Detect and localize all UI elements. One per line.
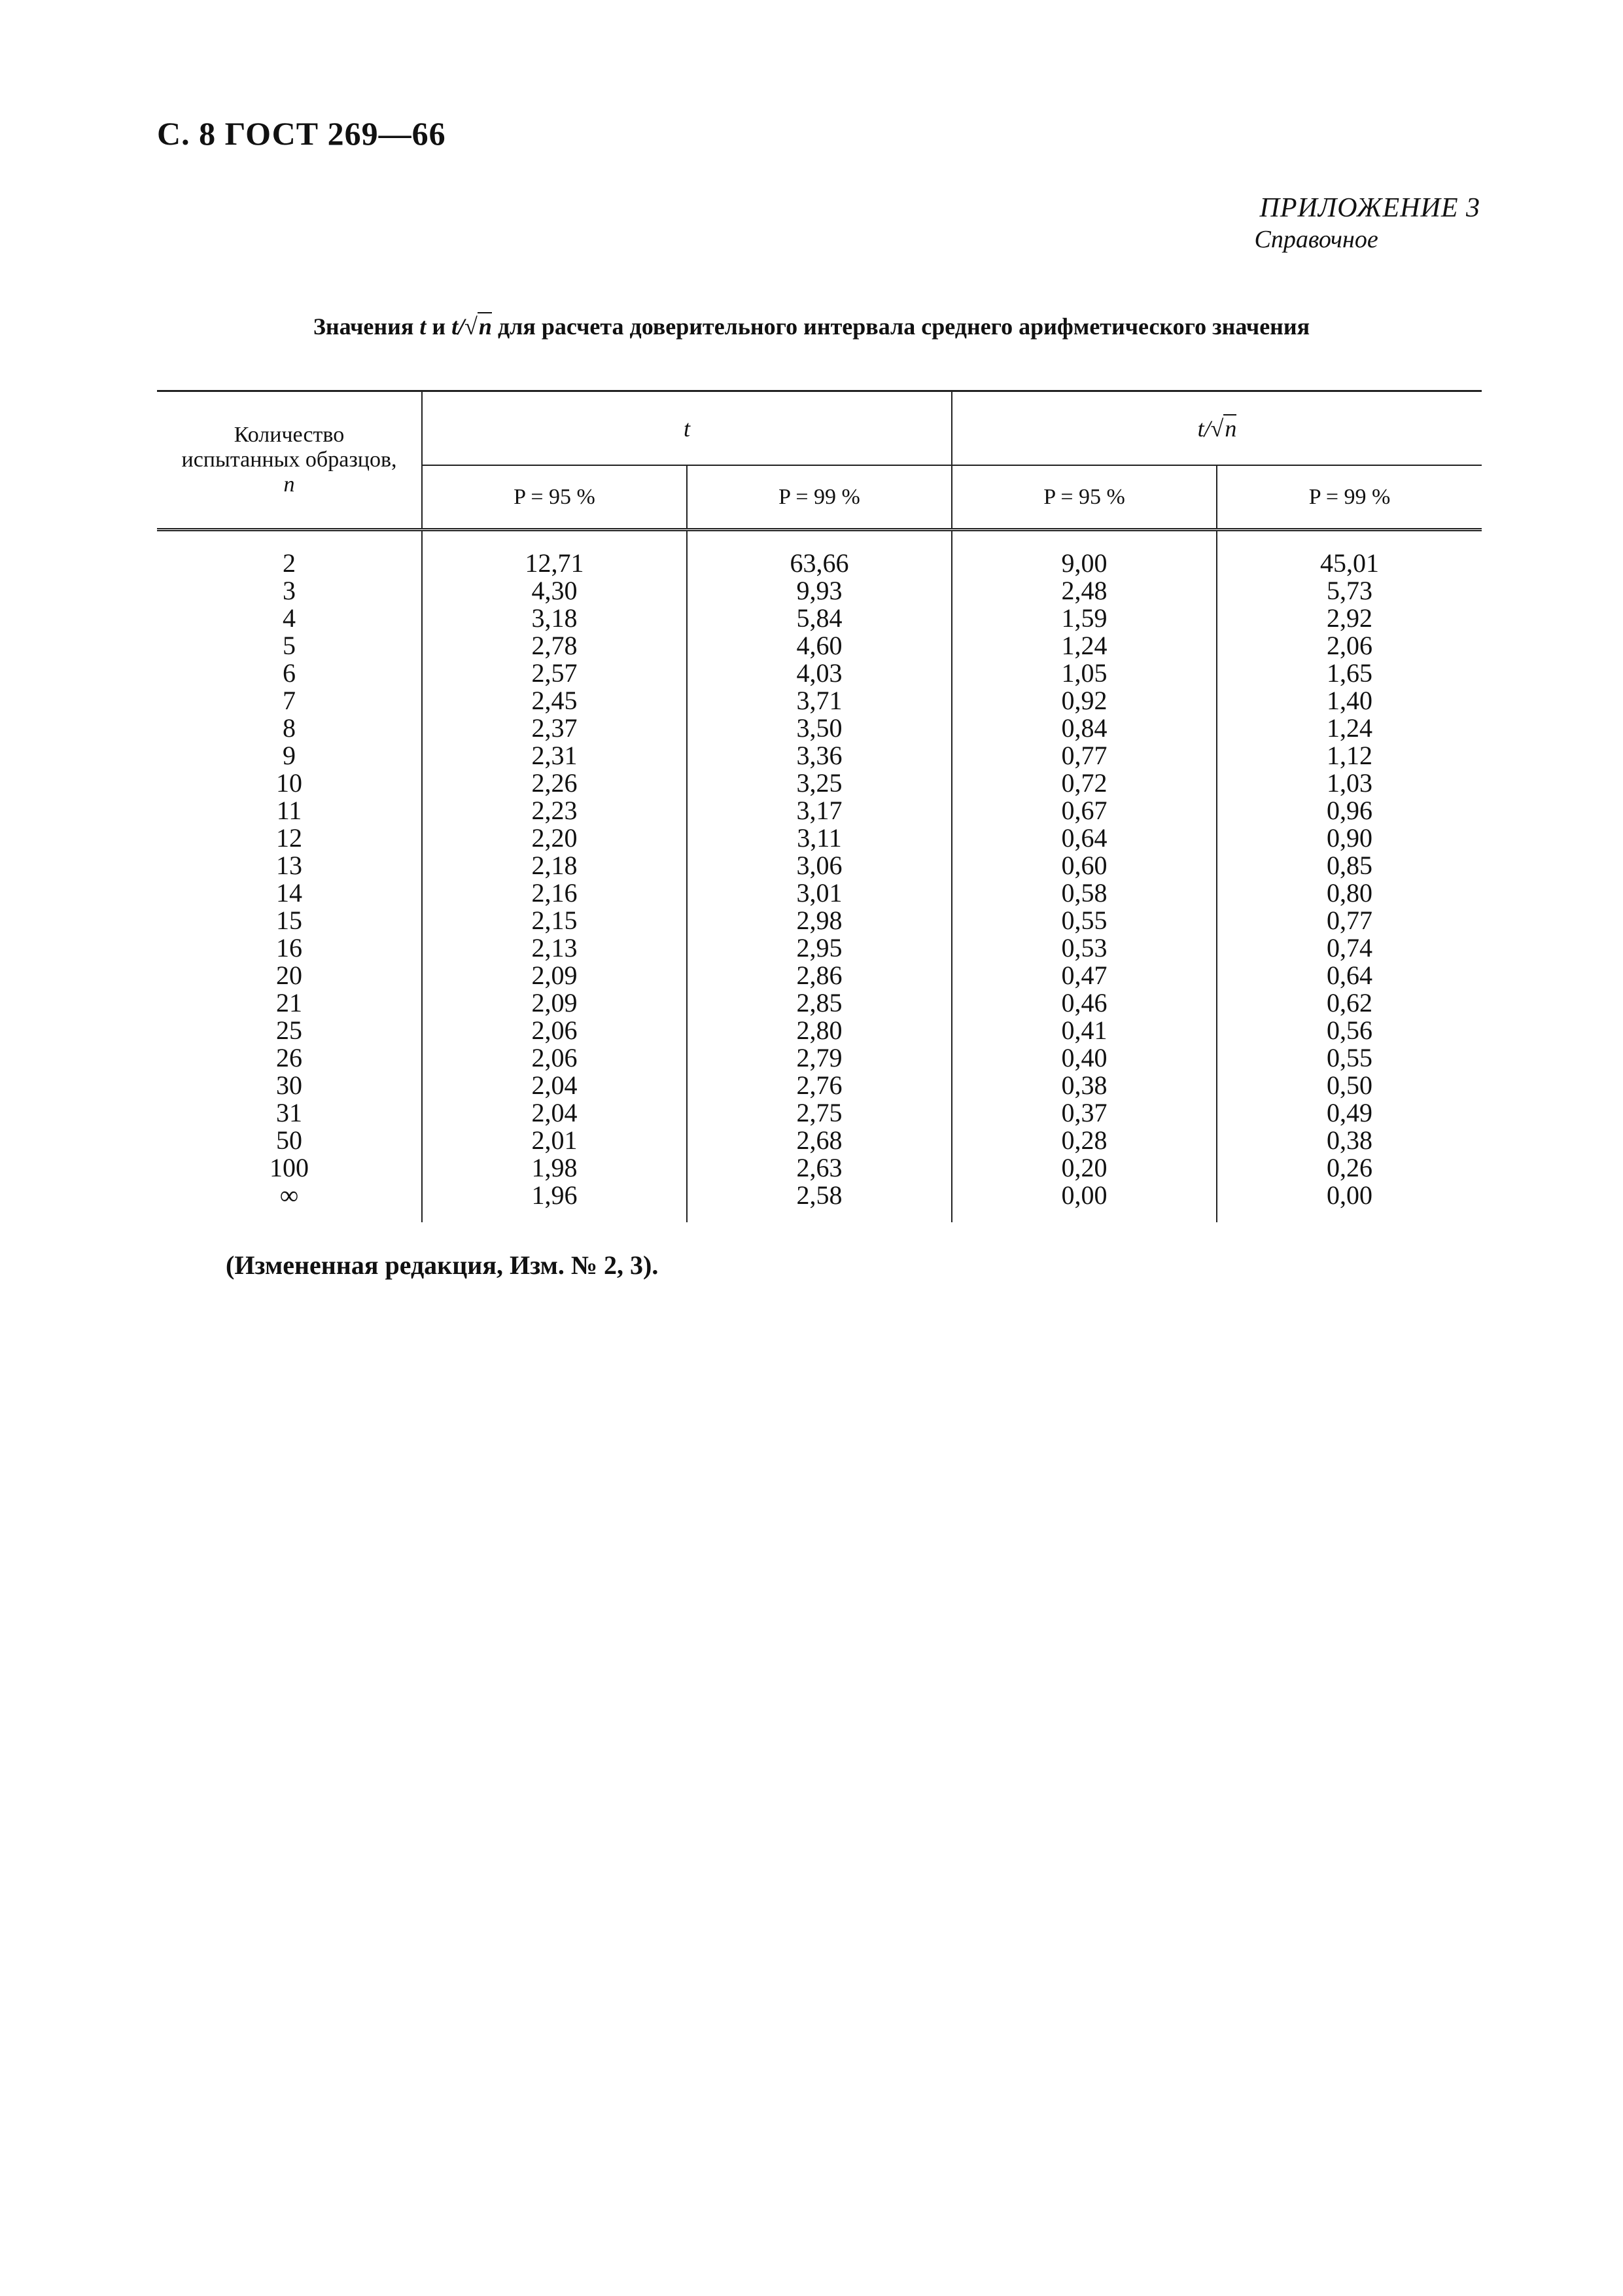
t95-cell: 2,01	[422, 1127, 687, 1154]
t95-cell: 2,04	[422, 1072, 687, 1099]
tsqrt99-cell: 0,74	[1327, 933, 1373, 963]
t99-cell: 2,98	[687, 907, 952, 934]
table-row	[157, 660, 1482, 687]
t99-cell: 3,11	[687, 824, 952, 852]
count-cell: 4	[157, 605, 422, 632]
footnote: (Измененная редакция, Изм. № 2, 3).	[226, 1250, 659, 1280]
tsqrt99-cell: 0,80	[1327, 878, 1373, 908]
table-row	[157, 632, 1482, 660]
tsqrt99-cell: 0,56	[1327, 1016, 1373, 1045]
tsqrt95-cell: 0,60	[952, 852, 1217, 879]
table-row	[157, 577, 1482, 605]
caption-text-before: Значения	[313, 313, 414, 340]
tsqrt95-cell: 0,41	[952, 1017, 1217, 1044]
table-row	[157, 687, 1482, 715]
tsqrt95-cell: 0,46	[952, 989, 1217, 1017]
t99-cell: 2,58	[687, 1182, 952, 1222]
t99-cell: 2,95	[687, 934, 952, 962]
tsqrt95-cell: 0,00	[952, 1182, 1217, 1222]
t99-cell: 9,93	[687, 577, 952, 605]
t95-cell: 2,26	[422, 769, 687, 797]
t95-cell: 12,71	[422, 530, 687, 578]
count-cell: 30	[157, 1072, 422, 1099]
tsqrt95-cell: 9,00	[952, 530, 1217, 578]
tsqrt95-cell: 0,37	[952, 1099, 1217, 1127]
group-header-t: t	[422, 391, 952, 466]
count-cell: 13	[157, 852, 422, 879]
t95-cell: 2,20	[422, 824, 687, 852]
t-values-table	[157, 390, 1482, 1222]
tsqrt99-cell: 0,77	[1327, 906, 1373, 935]
tsqrt95-cell: 0,38	[952, 1072, 1217, 1099]
count-header-line3: n	[283, 472, 295, 497]
t95-cell: 1,96	[422, 1182, 687, 1222]
sqrt-icon: √	[464, 313, 478, 340]
t99-cell: 2,63	[687, 1154, 952, 1182]
tsqrt99-cell: 0,49	[1327, 1098, 1373, 1127]
t95-cell: 2,78	[422, 632, 687, 660]
tsqrt99-cell: 0,00	[1327, 1180, 1373, 1210]
tsqrt95-cell: 1,59	[952, 605, 1217, 632]
table-row	[157, 1127, 1482, 1154]
t99-cell: 2,79	[687, 1044, 952, 1072]
table-row	[157, 769, 1482, 797]
tsqrt99-cell: 45,01	[1320, 548, 1380, 578]
tsqrt99-cell: 5,73	[1327, 576, 1373, 605]
group-tsqrt-t: t/	[1197, 415, 1211, 442]
t95-cell: 2,06	[422, 1017, 687, 1044]
count-cell: ∞	[157, 1182, 422, 1222]
t99-cell: 4,60	[687, 632, 952, 660]
count-cell: 14	[157, 879, 422, 907]
tsqrt99-cell: 2,06	[1327, 631, 1373, 660]
table-row	[157, 907, 1482, 934]
caption-symbol-t: t	[419, 313, 427, 340]
count-column-header	[157, 391, 422, 530]
t99-cell: 2,86	[687, 962, 952, 989]
tsqrt95-cell: 0,92	[952, 687, 1217, 715]
t95-cell: 2,37	[422, 715, 687, 742]
count-cell: 31	[157, 1099, 422, 1127]
sub-header: P = 99 %	[687, 465, 952, 530]
tsqrt95-cell: 1,24	[952, 632, 1217, 660]
tsqrt95-cell: 0,40	[952, 1044, 1217, 1072]
t95-cell: 3,18	[422, 605, 687, 632]
tsqrt99-cell: 1,65	[1327, 658, 1373, 688]
table-row	[157, 934, 1482, 962]
t95-cell: 2,04	[422, 1099, 687, 1127]
tsqrt99-cell: 0,26	[1327, 1153, 1373, 1182]
t95-cell: 2,06	[422, 1044, 687, 1072]
tsqrt95-cell: 0,84	[952, 715, 1217, 742]
tsqrt95-cell: 0,58	[952, 879, 1217, 907]
t99-cell: 2,76	[687, 1072, 952, 1099]
tsqrt95-cell: 2,48	[952, 577, 1217, 605]
t95-cell: 2,23	[422, 797, 687, 824]
appendix-kind: Справочное	[1254, 226, 1378, 253]
count-cell: 21	[157, 989, 422, 1017]
count-header-line1: Количество	[234, 423, 345, 447]
table-row	[157, 989, 1482, 1017]
tsqrt95-cell: 0,64	[952, 824, 1217, 852]
count-cell: 6	[157, 660, 422, 687]
tsqrt95-cell: 0,20	[952, 1154, 1217, 1182]
count-cell: 3	[157, 577, 422, 605]
t95-cell: 4,30	[422, 577, 687, 605]
table-row	[157, 879, 1482, 907]
count-cell: 9	[157, 742, 422, 769]
tsqrt99-cell: 0,55	[1327, 1043, 1373, 1072]
t95-cell: 2,09	[422, 989, 687, 1017]
tsqrt95-cell: 0,28	[952, 1127, 1217, 1154]
t95-cell: 1,98	[422, 1154, 687, 1182]
sqrt-icon: √	[1210, 415, 1224, 442]
tsqrt99-cell: 0,50	[1327, 1070, 1373, 1100]
count-cell: 2	[157, 530, 422, 578]
t99-cell: 3,36	[687, 742, 952, 769]
tsqrt95-cell: 0,55	[952, 907, 1217, 934]
count-cell: 15	[157, 907, 422, 934]
count-cell: 20	[157, 962, 422, 989]
t99-cell: 5,84	[687, 605, 952, 632]
tsqrt99-cell: 1,40	[1327, 686, 1373, 715]
tsqrt99-cell: 1,12	[1327, 741, 1373, 770]
count-cell: 100	[157, 1154, 422, 1182]
group-header-t-over-sqrt-n	[952, 391, 1482, 466]
table-row	[157, 1182, 1482, 1222]
tsqrt99-cell: 0,38	[1327, 1125, 1373, 1155]
table-row	[157, 715, 1482, 742]
count-cell: 11	[157, 797, 422, 824]
tsqrt99-cell: 2,92	[1327, 603, 1373, 633]
tsqrt95-cell: 0,53	[952, 934, 1217, 962]
t95-cell: 2,09	[422, 962, 687, 989]
t99-cell: 3,01	[687, 879, 952, 907]
tsqrt95-cell: 0,77	[952, 742, 1217, 769]
count-cell: 26	[157, 1044, 422, 1072]
table-row	[157, 530, 1482, 578]
tsqrt95-cell: 0,47	[952, 962, 1217, 989]
table-caption	[0, 313, 1623, 340]
table-row	[157, 742, 1482, 769]
t95-cell: 2,13	[422, 934, 687, 962]
count-cell: 5	[157, 632, 422, 660]
caption-text-and: и	[432, 313, 446, 340]
page-header: С. 8 ГОСТ 269—66	[157, 115, 446, 152]
t99-cell: 2,85	[687, 989, 952, 1017]
t99-cell: 4,03	[687, 660, 952, 687]
t95-cell: 2,31	[422, 742, 687, 769]
tsqrt99-cell: 1,03	[1327, 768, 1373, 798]
tsqrt99-cell: 1,24	[1327, 713, 1373, 743]
table-row	[157, 1017, 1482, 1044]
sub-header: P = 95 %	[952, 465, 1217, 530]
caption-tsqrt-arg: n	[478, 313, 492, 340]
count-cell: 16	[157, 934, 422, 962]
t95-cell: 2,16	[422, 879, 687, 907]
table-row	[157, 1154, 1482, 1182]
table-row	[157, 1072, 1482, 1099]
table-row	[157, 824, 1482, 852]
table-row	[157, 605, 1482, 632]
table-row	[157, 852, 1482, 879]
count-cell: 10	[157, 769, 422, 797]
t95-cell: 2,45	[422, 687, 687, 715]
t99-cell: 3,25	[687, 769, 952, 797]
count-cell: 7	[157, 687, 422, 715]
tsqrt99-cell: 0,96	[1327, 796, 1373, 825]
count-cell: 8	[157, 715, 422, 742]
caption-t-over-sqrt-n	[451, 312, 492, 340]
t99-cell: 3,17	[687, 797, 952, 824]
tsqrt99-cell: 0,90	[1327, 823, 1373, 853]
t99-cell: 3,50	[687, 715, 952, 742]
table-row	[157, 1044, 1482, 1072]
table-row	[157, 797, 1482, 824]
t99-cell: 3,71	[687, 687, 952, 715]
t99-cell: 2,75	[687, 1099, 952, 1127]
table-row	[157, 1099, 1482, 1127]
t95-cell: 2,18	[422, 852, 687, 879]
count-cell: 50	[157, 1127, 422, 1154]
tsqrt99-cell: 0,64	[1327, 961, 1373, 990]
t95-cell: 2,57	[422, 660, 687, 687]
t99-cell: 3,06	[687, 852, 952, 879]
t95-cell: 2,15	[422, 907, 687, 934]
caption-tsqrt-t: t/	[451, 313, 465, 340]
table-body	[157, 530, 1482, 1223]
count-cell: 12	[157, 824, 422, 852]
sub-header: P = 99 %	[1217, 465, 1482, 530]
t99-cell: 2,68	[687, 1127, 952, 1154]
t99-cell: 2,80	[687, 1017, 952, 1044]
group-tsqrt-arg: n	[1225, 415, 1237, 442]
t99-cell: 63,66	[687, 530, 952, 578]
tsqrt95-cell: 0,72	[952, 769, 1217, 797]
table-row	[157, 962, 1482, 989]
tsqrt99-cell: 0,62	[1327, 988, 1373, 1017]
count-cell: 25	[157, 1017, 422, 1044]
tsqrt99-cell: 0,85	[1327, 851, 1373, 880]
caption-text-after: для расчета доверительного интервала среднего арифметического значения	[497, 313, 1310, 340]
sub-header: P = 95 %	[422, 465, 687, 530]
appendix-label	[1254, 192, 1480, 254]
tsqrt95-cell: 1,05	[952, 660, 1217, 687]
appendix-number: ПРИЛОЖЕНИЕ 3	[1259, 193, 1480, 223]
tsqrt95-cell: 0,67	[952, 797, 1217, 824]
count-header-line2: испытанных образцов,	[181, 448, 397, 472]
